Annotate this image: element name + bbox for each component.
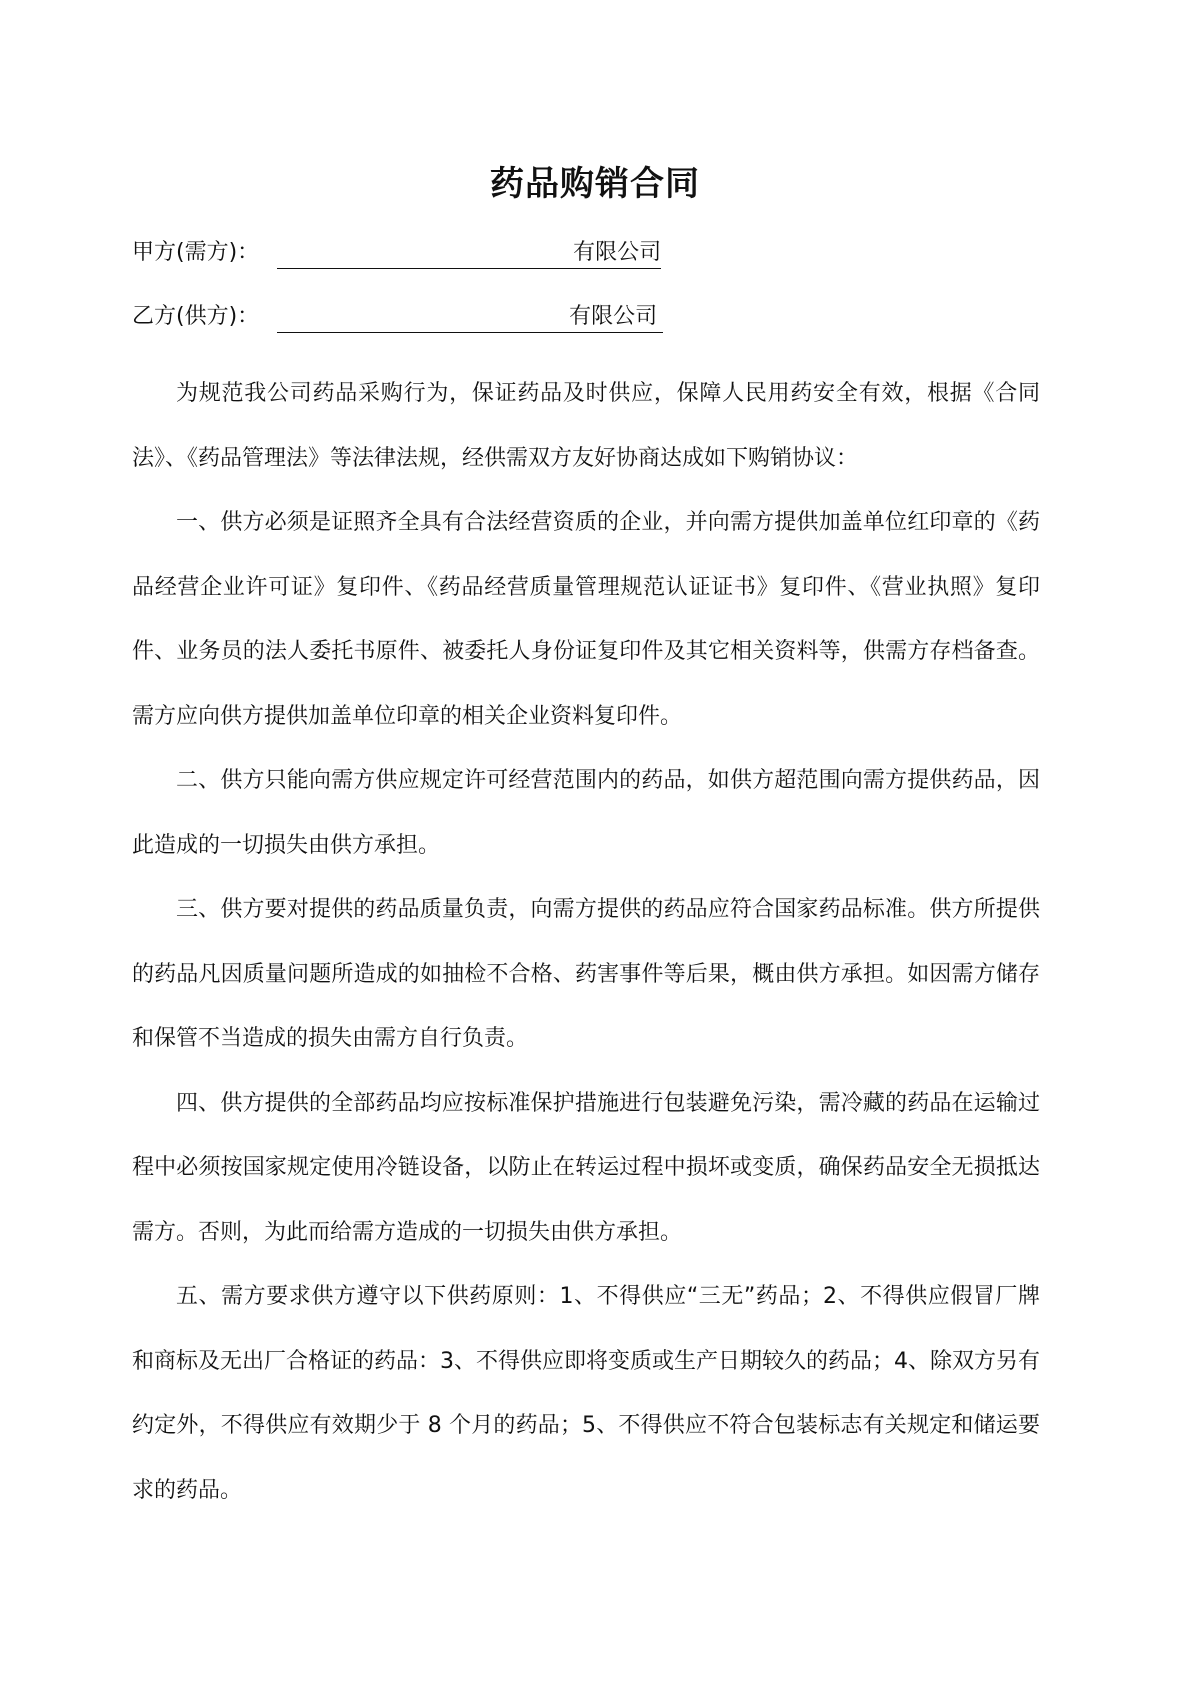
party-b-label: 乙方(供方)：: [132, 304, 260, 329]
party-a-name-field: 有限公司: [277, 238, 661, 269]
party-a-line: [132, 236, 661, 270]
document-title: 药品购销合同: [490, 164, 700, 204]
clause-1-paragraph: 一、供方必须是证照齐全具有合法经营资质的企业，并向需方提供加盖单位红印章的《药品经营企业许可证》复印件、《药品经营质量管理规范认证证书》复印件、《营业执照》复印件、业务员的法人委托书原件、被委托人身份证复印件及其它相关资料等，供需方存档备查。需方应向供方提供加盖单位印章的相关企业资料复印件。: [132, 510, 1040, 729]
contract-body: [132, 362, 1040, 1523]
party-a-label: 甲方(需方)：: [132, 240, 260, 265]
clause-5-paragraph: 五、需方要求供方遵守以下供药原则：1、不得供应“三无”药品；2、不得供应假冒厂牌和商标及无出厂合格证的药品：3、不得供应即将变质或生产日期较久的药品；4、除双方另有约定外，不得供应有效期少于 8 个月的药品；5、不得供应不符合包装标志有关规定和储运要求的药品。: [132, 1284, 1040, 1503]
clause-2-paragraph: 二、供方只能向需方供应规定许可经营范围内的药品，如供方超范围向需方提供药品，因此造成的一切损失由供方承担。: [132, 768, 1040, 858]
clause-3-paragraph: 三、供方要对提供的药品质量负责，向需方提供的药品应符合国家药品标准。供方所提供的药品凡因质量问题所造成的如抽检不合格、药害事件等后果，概由供方承担。如因需方储存和保管不当造成的损失由需方自行负责。: [132, 897, 1040, 1051]
clause-4-paragraph: 四、供方提供的全部药品均应按标准保护措施进行包装避免污染，需冷藏的药品在运输过程中必须按国家规定使用冷链设备，以防止在转运过程中损坏或变质，确保药品安全无损抵达需方。否则，为此而给需方造成的一切损失由供方承担。: [132, 1090, 1040, 1245]
preamble-paragraph: 为规范我公司药品采购行为，保证药品及时供应，保障人民用药安全有效，根据《合同法》、《药品管理法》等法律法规，经供需双方友好协商达成如下购销协议：: [132, 381, 1040, 471]
party-b-name-field: 有限公司: [277, 302, 663, 333]
party-b-line: [132, 300, 663, 334]
